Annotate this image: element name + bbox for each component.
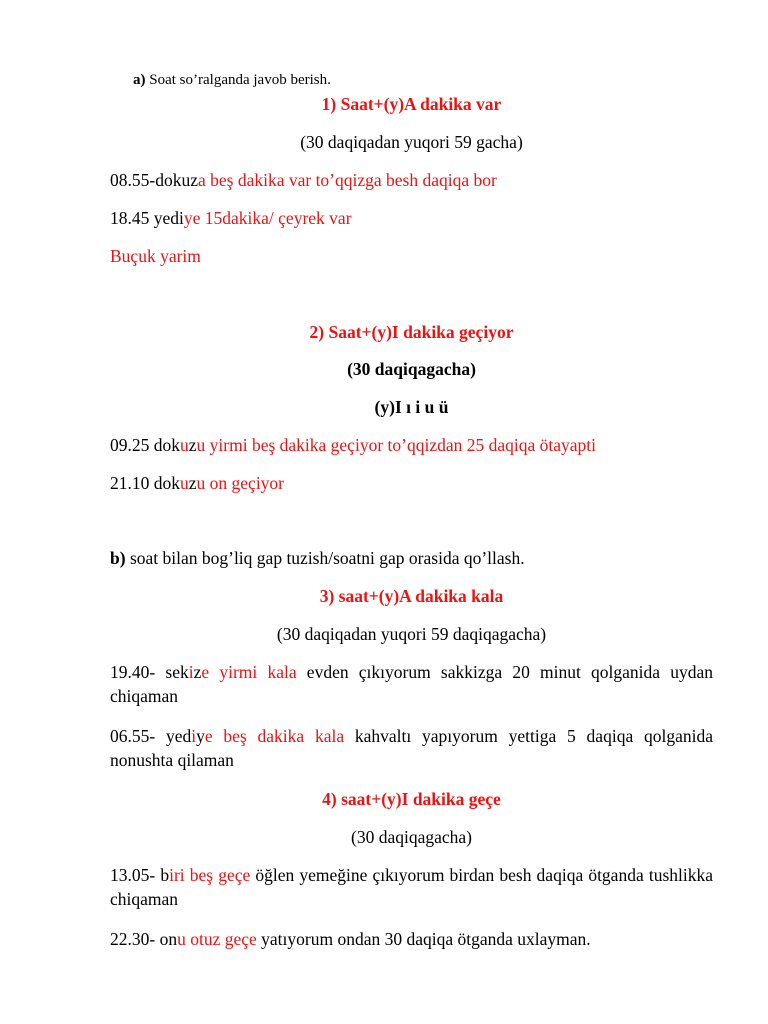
example-time-text: 22.30- on bbox=[110, 929, 178, 949]
part-b-line bbox=[110, 546, 713, 570]
intro-label: a) bbox=[133, 72, 146, 88]
example-time-text: 21.10 dok bbox=[110, 473, 180, 493]
example-highlight-text: u yirmi beş dakika geçiyor to’qqizdan 25 daqiqa ötayapti bbox=[196, 435, 596, 455]
part-b-text: soat bilan bog’liq gap tuzish/soatni gap orasida qo’llash. bbox=[125, 548, 525, 568]
section3-example-1 bbox=[110, 660, 713, 708]
example-text: z bbox=[188, 473, 197, 493]
section4-example-1 bbox=[110, 863, 713, 911]
example-text: z bbox=[188, 435, 197, 455]
section4-example-2 bbox=[110, 927, 713, 951]
example-highlight-text: e 15dakika/ çeyrek var bbox=[192, 208, 352, 228]
section2-example-1 bbox=[110, 433, 713, 457]
example-highlight-text: e yirmi kala bbox=[201, 662, 297, 682]
section1-example-1 bbox=[110, 168, 713, 192]
example-time-text: 13.05- b bbox=[110, 865, 170, 885]
section2-subheading: (30 daqiqagacha) bbox=[347, 359, 476, 379]
example-text: y bbox=[196, 726, 205, 746]
example-translation-text: yatıyorum ondan 30 daqiqa ötganda uxlayman. bbox=[256, 929, 591, 949]
section1-heading: 1) Saat+(y)A dakika var bbox=[321, 94, 502, 114]
intro-text: Soat so’ralganda javob berish. bbox=[145, 72, 331, 88]
example-time-text: 08.55-dokuz bbox=[110, 170, 198, 190]
section4-heading: 4) saat+(y)I dakika geçe bbox=[322, 789, 501, 809]
part-b-label: b) bbox=[110, 548, 126, 568]
example-highlight-letter: i bbox=[191, 726, 197, 746]
example-translation-text: kahvaltı yapıyorum yettiga 5 daqiqa qolganida nonushta qilaman bbox=[110, 726, 713, 770]
section1-example-2 bbox=[110, 206, 713, 230]
section4-subheading: (30 daqiqagacha) bbox=[351, 827, 472, 847]
example-highlight-letter: u bbox=[180, 435, 189, 455]
section3-subheading: (30 daqiqadan yuqori 59 daqiqagacha) bbox=[276, 624, 547, 644]
section2-example-2 bbox=[110, 471, 713, 495]
example-highlight-text: a beş dakika var to’qqizga besh daqiqa bor bbox=[197, 170, 497, 190]
example-highlight-text: e beş dakika kala bbox=[204, 726, 345, 746]
example-text: z bbox=[193, 662, 202, 682]
example-highlight-text: iri beş geçe bbox=[169, 865, 251, 885]
section1-subheading: (30 daqiqadan yuqori 59 gacha) bbox=[300, 132, 523, 152]
example-time-text: 19.40- sek bbox=[110, 662, 189, 682]
example-highlight-letter: u bbox=[180, 473, 189, 493]
section1-example-3: Buçuk yarim bbox=[110, 246, 201, 266]
example-time-text: 18.45 yedi bbox=[110, 208, 184, 228]
example-highlight-text: u otuz geçe bbox=[177, 929, 257, 949]
section3-heading: 3) saat+(y)A dakika kala bbox=[319, 586, 504, 606]
section2-vowels: (y)I ı i u ü bbox=[374, 397, 449, 417]
example-highlight-text: u on geçiyor bbox=[196, 473, 285, 493]
intro-line bbox=[133, 68, 736, 92]
example-time-text: 06.55- yed bbox=[110, 726, 192, 746]
example-highlight-letter: i bbox=[188, 662, 194, 682]
example-translation-text: öğlen yemeğine çıkıyorum birdan besh daqiqa ötganda tushlikka chiqaman bbox=[110, 865, 713, 909]
example-translation-text: evden çıkıyorum sakkizga 20 minut qolganida uydan chiqaman bbox=[110, 662, 714, 706]
example-highlight-letter: y bbox=[183, 208, 193, 228]
section3-example-2 bbox=[110, 724, 713, 772]
example-time-text: 09.25 dok bbox=[110, 435, 180, 455]
section2-heading: 2) Saat+(y)I dakika geçiyor bbox=[309, 322, 514, 342]
